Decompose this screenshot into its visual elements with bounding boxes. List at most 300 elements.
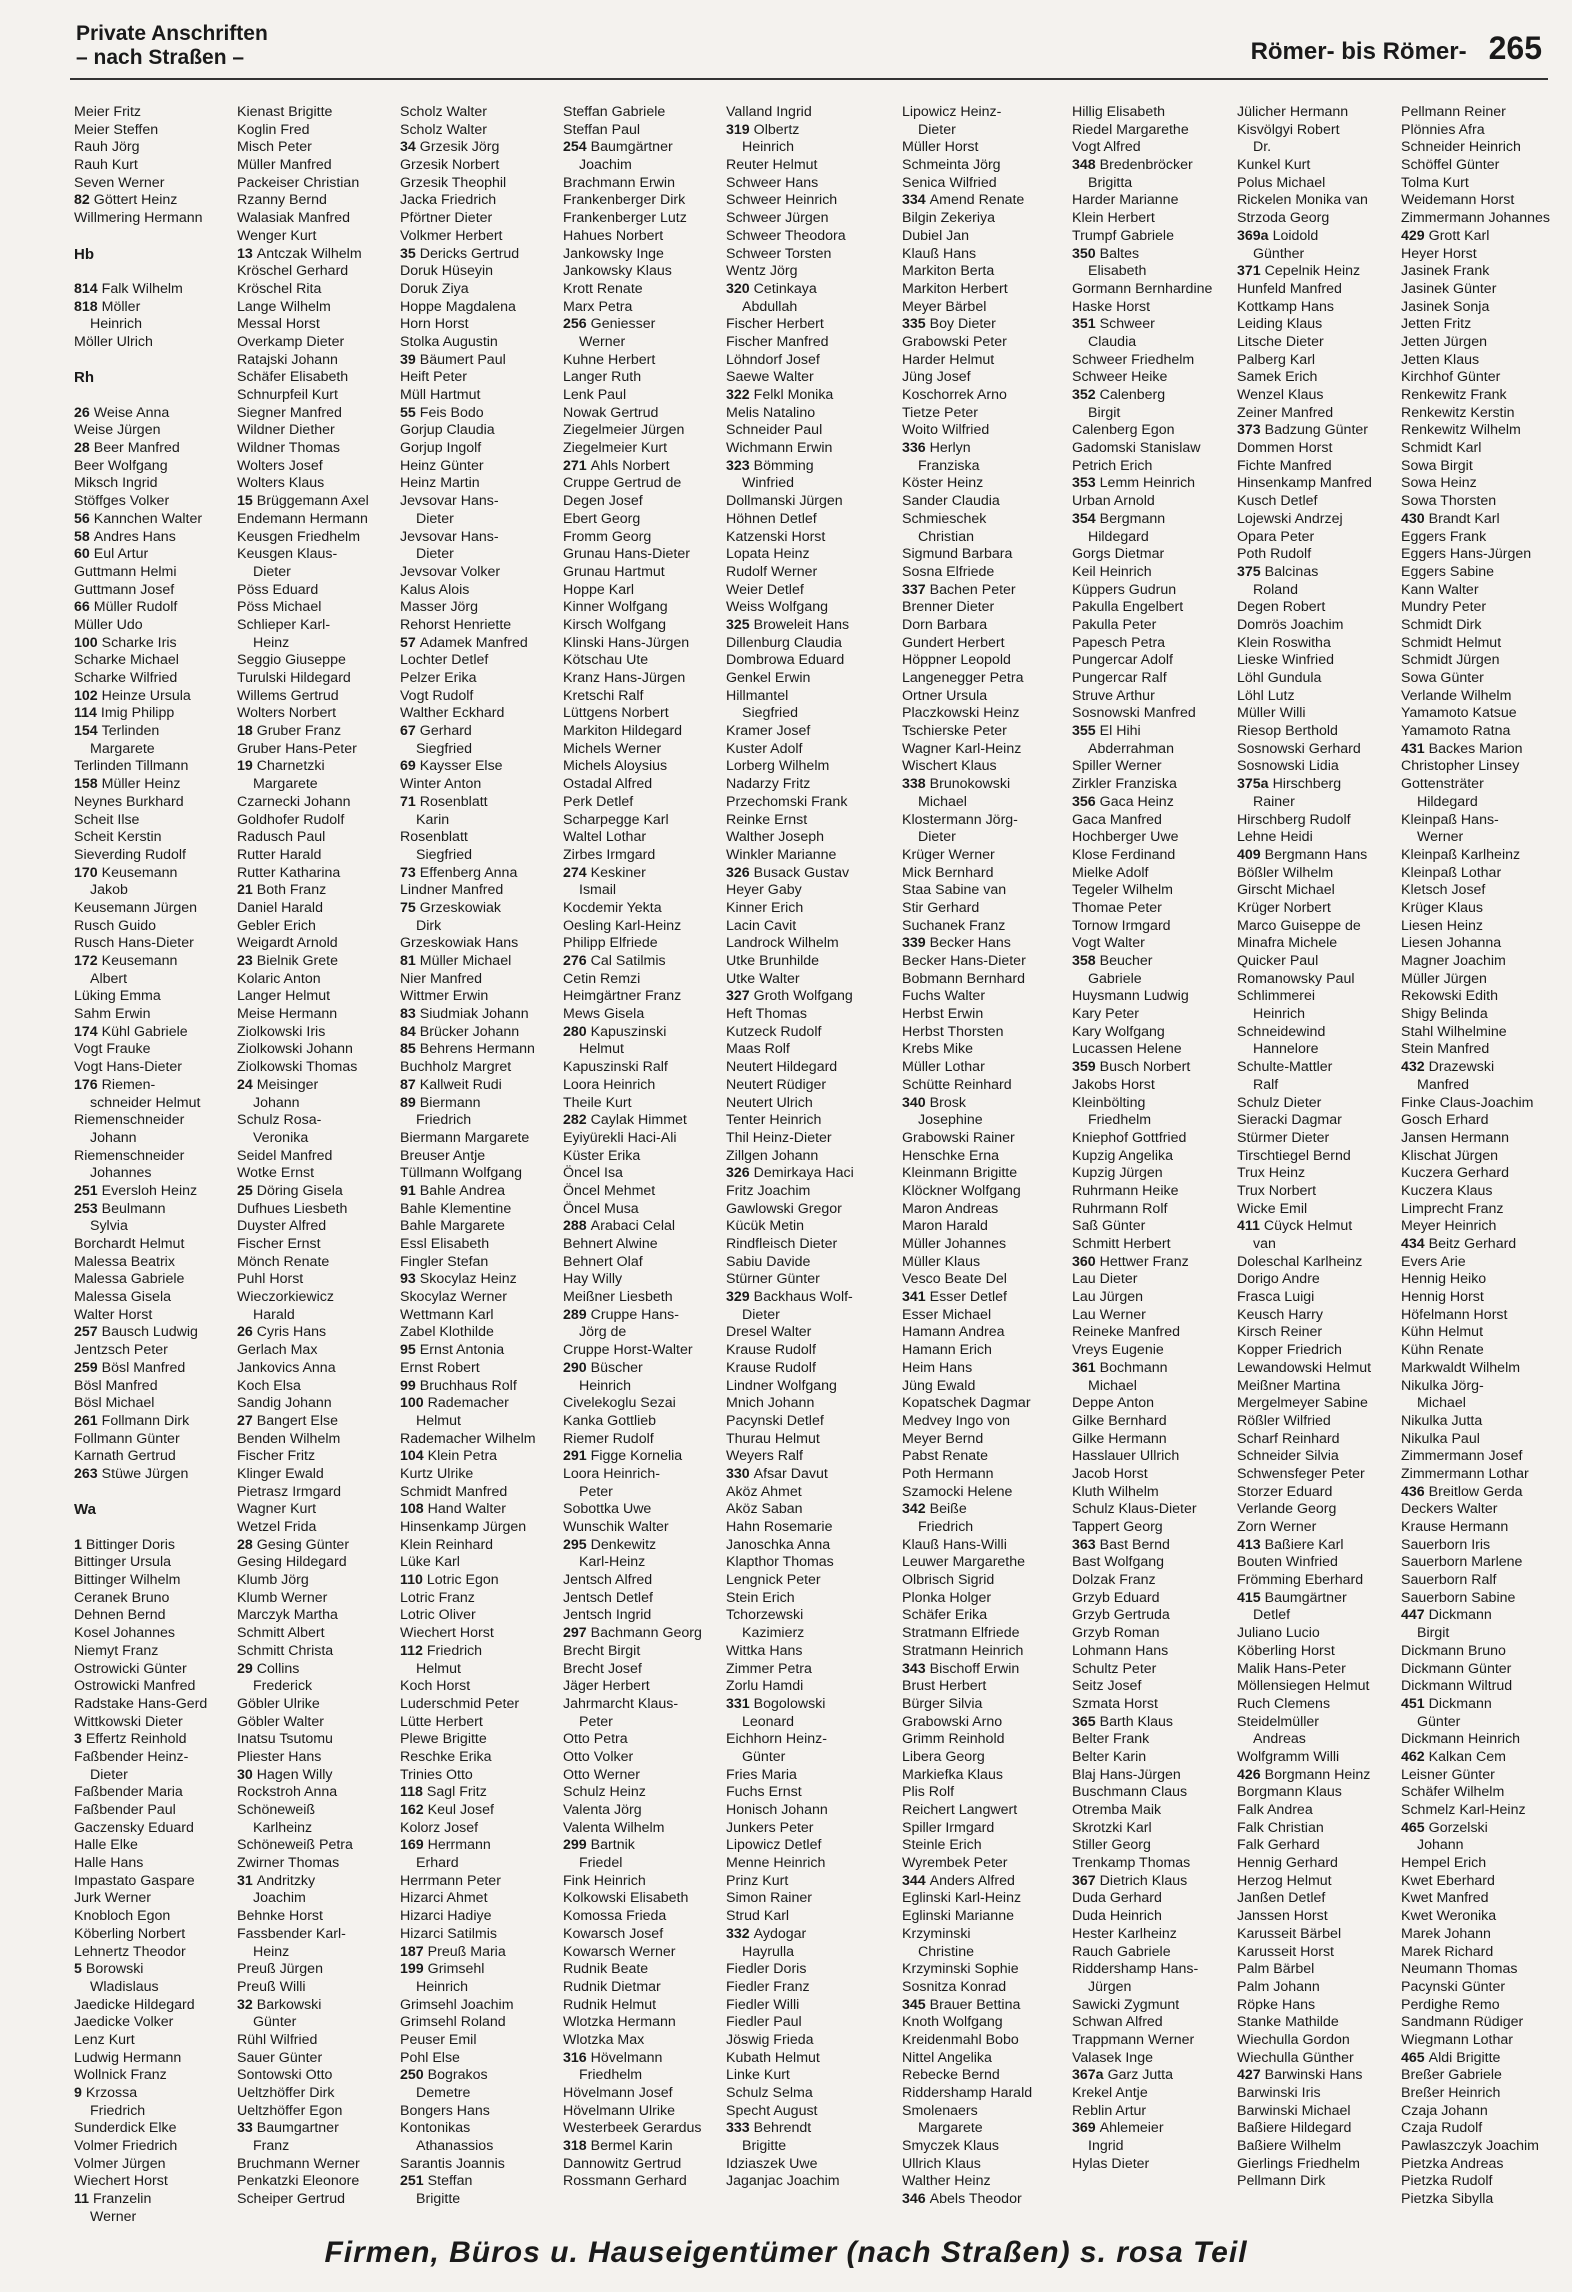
directory-entry-continuation: Albert	[90, 970, 128, 987]
directory-entry	[563, 1112, 723, 1130]
directory-entry: Klumb Werner	[237, 1589, 328, 1606]
directory-entry: Tappert Georg	[1072, 1519, 1163, 1535]
directory-entry-continuation: Werner	[90, 2208, 137, 2225]
directory-entry: Klostermann Jörg-	[902, 811, 1018, 828]
directory-entry: Krause Rudolf	[726, 1342, 816, 1359]
house-number: 365	[1072, 1713, 1096, 1730]
directory-entry: Wicke Emil	[1237, 1200, 1308, 1217]
directory-entry: Valenta Jörg	[563, 1802, 642, 1818]
directory-entry: Pungercar Adolf	[1072, 652, 1173, 669]
directory-entry-continuation: Leonard	[742, 1713, 795, 1730]
directory-entry: Reuter Helmut	[726, 157, 818, 174]
directory-entry: Pohl Else	[400, 2049, 460, 2066]
directory-entry	[74, 1201, 234, 1219]
directory-entry: Strzoda Georg	[1237, 210, 1330, 227]
directory-entry: Küppers Gudrun	[1072, 581, 1177, 598]
directory-entry: Gottensträter	[1401, 776, 1484, 793]
directory-entry: Girscht Michael	[1237, 882, 1335, 899]
directory-entry: Schmidt Jürgen	[1401, 652, 1500, 669]
directory-entry: Janßen Detlef	[1237, 1890, 1326, 1907]
resident-name: Brosk	[929, 1094, 966, 1111]
directory-entry-continuation: Franziska	[918, 457, 980, 474]
directory-entry	[563, 2138, 723, 2156]
house-number: 337	[902, 581, 926, 598]
directory-entry: Pellmann Reiner	[1401, 104, 1506, 120]
resident-name: Grzesik Jörg	[419, 139, 500, 156]
resident-name: Baumgärtner	[590, 139, 673, 156]
directory-entry: Stürner Günter	[726, 1271, 820, 1288]
directory-entry: Schmidt Karl	[1401, 440, 1482, 457]
directory-entry: Walther Joseph	[726, 829, 825, 846]
directory-entry: Dresel Walter	[726, 1324, 812, 1341]
resident-name: Falk Wilhelm	[101, 280, 183, 297]
directory-entry: Keusch Harry	[1237, 1306, 1323, 1323]
resident-name: Borgmann Heinz	[1264, 1766, 1371, 1783]
directory-entry: Dorigo Andre	[1237, 1271, 1320, 1288]
directory-entry: Prinz Kurt	[726, 1872, 789, 1889]
directory-entry: Gormann Bernhardine	[1072, 280, 1213, 297]
directory-entry: Eglinski Marianne	[902, 1908, 1014, 1925]
directory-entry: Krott Renate	[563, 280, 643, 297]
directory-entry: Kücük Metin	[726, 1218, 805, 1235]
directory-entry: Kniephof Gottfried	[1072, 1129, 1187, 1146]
directory-entry: Bößler Wilhelm	[1237, 864, 1334, 881]
directory-entry: Fritz Joachim	[726, 1182, 811, 1199]
directory-entry: Fischer Ernst	[237, 1236, 321, 1252]
directory-entry: Fries Maria	[726, 1766, 797, 1783]
house-number: 108	[400, 1501, 424, 1518]
directory-entry: Weiss Wolfgang	[726, 599, 828, 616]
directory-entry: Thurau Helmut	[726, 1430, 820, 1447]
directory-entry: Kann Walter	[1401, 581, 1479, 598]
directory-entry: Öncel Mehmet	[563, 1182, 656, 1199]
directory-entry: Sobottka Uwe	[563, 1501, 652, 1518]
directory-entry: Kranz Hans-Jürgen	[563, 670, 686, 686]
directory-entry: Krause Rudolf	[726, 1359, 816, 1376]
page-number: 265	[1488, 30, 1542, 66]
directory-entry: Müll Hartmut	[400, 387, 481, 403]
house-number: 91	[400, 1182, 416, 1199]
directory-entry: Hay Willy	[563, 1271, 623, 1288]
resident-name: Brücker Johann	[419, 1023, 520, 1040]
directory-entry-continuation: Johann	[1417, 1837, 1464, 1854]
directory-entry: Kolorz Josef	[400, 1819, 479, 1836]
directory-entry: Langenegger Petra	[902, 670, 1024, 686]
directory-entry: Staa Sabine van	[902, 882, 1007, 899]
resident-name: Cüyck Helmut	[1263, 1218, 1353, 1235]
directory-entry	[902, 1873, 1062, 1891]
directory-entry: Gesing Hildegard	[237, 1554, 347, 1571]
resident-name: Bischoff Erwin	[929, 1660, 1020, 1677]
directory-entry-continuation: Werner	[1417, 829, 1464, 846]
directory-entry	[1237, 1537, 1397, 1555]
directory-entry	[237, 2120, 397, 2138]
directory-entry: Scharpegge Karl	[563, 811, 669, 828]
directory-entry	[400, 1802, 560, 1820]
house-number: 432	[1401, 1059, 1425, 1076]
directory-entry: Jacob Horst	[1072, 1465, 1148, 1482]
directory-entry: Nadarzy Fritz	[726, 776, 811, 793]
directory-entry	[400, 865, 560, 883]
directory-entry-continuation: Abderrahman	[1088, 740, 1174, 757]
house-number: 369	[1072, 2120, 1096, 2137]
directory-entry	[1401, 1059, 1561, 1077]
section-title	[76, 22, 268, 70]
house-number: 431	[1401, 740, 1425, 757]
directory-entry: Kröschel Gerhard	[237, 263, 349, 280]
directory-entry: Hennig Horst	[1401, 1289, 1484, 1306]
directory-entry: Gawlowski Gregor	[726, 1200, 842, 1217]
directory-entry: Gerlach Max	[237, 1342, 318, 1359]
directory-entry: Dickmann Günter	[1401, 1660, 1512, 1677]
house-number: 110	[400, 1572, 423, 1589]
directory-entry: Keil Heinrich	[1072, 563, 1152, 580]
directory-entry: Katzenski Horst	[726, 528, 826, 545]
house-number: 35	[400, 245, 416, 262]
directory-entry: Verlande Wilhelm	[1401, 687, 1512, 704]
spacer	[74, 1484, 234, 1502]
directory-entry: Schulz Selma	[726, 2085, 813, 2101]
directory-entry: Lewandowski Helmut	[1237, 1359, 1372, 1376]
directory-entry: Ebert Georg	[563, 510, 641, 527]
directory-entry	[400, 1572, 560, 1590]
directory-entry: Sauer Günter	[237, 2049, 323, 2066]
house-number: 82	[74, 192, 90, 209]
directory-entry: Koschorrek Arno	[902, 387, 1007, 403]
directory-entry: Bruchmann Werner	[237, 2155, 360, 2172]
directory-entry: Shigy Belinda	[1401, 1006, 1488, 1023]
directory-entry: Jankowsky Inge	[563, 245, 664, 262]
resident-name: Andritzky	[256, 1872, 316, 1889]
directory-entry	[74, 776, 234, 794]
directory-entry: Krebs Mike	[902, 1041, 973, 1058]
resident-name: Barkowski	[256, 1996, 322, 2013]
directory-entry: Schwan Alfred	[1072, 2014, 1163, 2031]
directory-entry	[74, 1360, 234, 1378]
directory-entry: Bobmann Bernhard	[902, 970, 1026, 987]
directory-entry: Gorjup Ingolf	[400, 440, 482, 457]
directory-entry: Krüger Klaus	[1401, 899, 1484, 916]
directory-entry: Lindner Wolfgang	[726, 1377, 837, 1394]
directory-entry: Senica Wilfried	[902, 174, 997, 191]
directory-entry: Rudnik Helmut	[563, 1996, 657, 2013]
directory-entry	[1072, 475, 1232, 493]
house-number: 332	[726, 1925, 750, 1942]
directory-entry: Wettmann Karl	[400, 1306, 494, 1323]
directory-entry	[74, 635, 234, 653]
house-number: 31	[237, 1872, 253, 1889]
directory-entry: Grimsehl Joachim	[400, 1996, 514, 2013]
directory-entry-continuation: Hayrulla	[742, 1943, 795, 1960]
directory-entry	[1072, 1059, 1232, 1077]
house-number: 299	[563, 1837, 587, 1854]
directory-entry: Jansen Hermann	[1401, 1129, 1510, 1146]
directory-entry: Endemann Hermann	[237, 510, 368, 527]
directory-entry: Kubath Helmut	[726, 2049, 820, 2066]
directory-entry	[563, 1360, 723, 1378]
house-number: 350	[1072, 245, 1096, 262]
directory-entry: Fassbender Karl-	[237, 1925, 346, 1942]
resident-name: Göttert Heinz	[93, 192, 178, 209]
section-title-line1: Private Anschriften	[76, 22, 268, 45]
directory-entry	[726, 1926, 886, 1944]
house-number: 814	[74, 280, 98, 297]
directory-entry: Genkel Erwin	[726, 670, 811, 686]
directory-entry: Yamamoto Ratna	[1401, 723, 1511, 740]
directory-entry: Wolters Josef	[237, 457, 323, 474]
directory-entry: Wittmer Erwin	[400, 988, 489, 1005]
directory-entry: Reschke Erika	[400, 1748, 492, 1765]
directory-entry: Wiechulla Gordon	[1237, 2031, 1350, 2048]
resident-name: Keul Josef	[427, 1802, 494, 1818]
directory-entry: Ueltzhöffer Dirk	[237, 2085, 335, 2101]
directory-entry-continuation: Heinrich	[1253, 1006, 1306, 1023]
house-number: 413	[1237, 1536, 1261, 1553]
directory-entry: Kreidenmahl Bobo	[902, 2031, 1019, 2048]
directory-entry: Müller Manfred	[237, 157, 332, 174]
directory-entry: Gebler Erich	[237, 917, 316, 934]
directory-entry: Ziegelmeier Jürgen	[563, 422, 685, 439]
directory-column	[400, 104, 560, 2209]
directory-entry-continuation: Friedhelm	[579, 2067, 643, 2084]
directory-entry-continuation: Heinrich	[416, 1978, 469, 1995]
directory-entry: Wolters Klaus	[237, 475, 325, 492]
directory-entry: Vogt Frauke	[74, 1041, 151, 1058]
directory-entry: Philipp Elfriede	[563, 935, 658, 952]
directory-entry: Rickelen Monika van	[1237, 192, 1368, 209]
directory-entry: Heyer Horst	[1401, 245, 1477, 262]
directory-entry	[1237, 1218, 1397, 1236]
directory-entry	[726, 865, 886, 883]
resident-name: Bömming	[753, 457, 814, 474]
directory-entry: Lau Werner	[1072, 1306, 1146, 1323]
directory-entry: Ruhrmann Rolf	[1072, 1200, 1168, 1217]
resident-name: Lemm Heinrich	[1099, 475, 1196, 492]
directory-entry: Wetzel Frida	[237, 1519, 317, 1535]
directory-entry: Horn Horst	[400, 316, 469, 333]
directory-entry	[237, 1767, 397, 1785]
directory-entry: Jetten Klaus	[1401, 351, 1480, 368]
directory-entry: Kleinpaß Hans-	[1401, 811, 1499, 828]
directory-entry	[237, 1183, 397, 1201]
directory-entry: Scheit Kerstin	[74, 829, 162, 846]
directory-entry: Markiton Hildegard	[563, 723, 683, 740]
directory-entry: Hoppe Magdalena	[400, 298, 516, 315]
directory-entry-continuation: Hannelore	[1253, 1041, 1319, 1058]
directory-entry: Volmer Friedrich	[74, 2138, 178, 2155]
directory-entry: Heim Hans	[902, 1359, 973, 1376]
directory-entry: Stratmann Heinrich	[902, 1642, 1024, 1659]
house-number: 331	[726, 1695, 750, 1712]
resident-name: Kapuszinski	[590, 1023, 667, 1040]
directory-entry: Magner Joachim	[1401, 953, 1506, 969]
directory-entry: Olbrisch Sigrid	[902, 1572, 995, 1589]
resident-name: Bielnik Grete	[256, 953, 338, 969]
house-number: 81	[400, 953, 416, 969]
directory-entry-continuation: Johannes	[90, 1165, 152, 1182]
directory-entry-continuation: Andreas	[1253, 1731, 1306, 1748]
directory-entry	[1072, 2120, 1232, 2138]
directory-entry: Jülicher Hermann	[1237, 104, 1349, 120]
directory-entry: Sabiu Davide	[726, 1253, 811, 1270]
directory-entry: Lojewski Andrzej	[1237, 510, 1343, 527]
directory-entry-continuation: Birgit	[1417, 1625, 1450, 1642]
house-number: 326	[726, 864, 750, 881]
directory-entry: Markiton Herbert	[902, 280, 1008, 297]
resident-name: Riemen-	[101, 1076, 156, 1093]
resident-name: Behrens Hermann	[419, 1041, 535, 1058]
directory-entry: Maas Rolf	[726, 1041, 790, 1058]
directory-entry: Müller Udo	[74, 616, 143, 633]
directory-entry: Otto Petra	[563, 1731, 628, 1748]
resident-name: Charnetzki	[256, 758, 325, 775]
directory-entry	[400, 758, 560, 776]
directory-entry: Behnert Alwine	[563, 1236, 658, 1252]
directory-entry-continuation: Karin	[416, 811, 450, 828]
directory-entry: Krekel Antje	[1072, 2085, 1148, 2101]
directory-entry: Klein Roswitha	[1237, 634, 1331, 651]
directory-entry: Preuß Willi	[237, 1978, 306, 1995]
directory-entry: Vreys Eugenie	[1072, 1342, 1164, 1359]
directory-entry: Kary Peter	[1072, 1006, 1140, 1023]
resident-name: Bochmann	[1099, 1359, 1168, 1376]
directory-entry: Grunau Hartmut	[563, 563, 665, 580]
directory-entry: Tietze Peter	[902, 404, 978, 421]
resident-name: Caylak Himmet	[590, 1112, 687, 1129]
directory-entry: Breßer Gabriele	[1401, 2067, 1502, 2084]
directory-entry: Höppner Leopold	[902, 652, 1011, 669]
directory-entry	[400, 1006, 560, 1024]
directory-entry: Eggers Sabine	[1401, 563, 1495, 580]
house-number: 289	[563, 1306, 587, 1323]
directory-entry: Krause Hermann	[1401, 1519, 1509, 1535]
directory-entry: Jentzsch Peter	[74, 1342, 168, 1359]
directory-entry	[1072, 723, 1232, 741]
directory-entry: Riemer Rudolf	[563, 1430, 654, 1447]
directory-entry: Fiedler Franz	[726, 1978, 810, 1995]
directory-entry: Rudolf Werner	[726, 563, 818, 580]
directory-entry: Fischer Fritz	[237, 1448, 316, 1465]
directory-entry: Grzyb Roman	[1072, 1625, 1160, 1642]
directory-entry: Valland Ingrid	[726, 104, 812, 120]
resident-name: Barwinski Hans	[1264, 2067, 1363, 2084]
house-number: 83	[400, 1006, 416, 1023]
directory-entry: Verlande Georg	[1237, 1501, 1337, 1518]
directory-entry-continuation: Jörg de	[579, 1324, 627, 1341]
directory-entry	[74, 723, 234, 741]
directory-entry: Fuchs Ernst	[726, 1784, 802, 1801]
directory-entry: Kosel Johannes	[74, 1625, 175, 1642]
directory-entry: Stöffges Volker	[74, 493, 170, 510]
directory-entry: Ziolkowski Iris	[237, 1023, 326, 1040]
resident-name: Cetinkaya	[753, 280, 817, 297]
directory-entry: Herrmann Peter	[400, 1872, 501, 1889]
resident-name: Hövelmann	[590, 2049, 663, 2066]
resident-name: Ernst Antonia	[419, 1342, 505, 1359]
directory-entry: Daniel Harald	[237, 899, 323, 916]
directory-entry-continuation: Birgit	[1088, 404, 1121, 421]
directory-entry-continuation: Peter	[579, 1483, 613, 1500]
house-number: 66	[74, 599, 90, 616]
directory-entry: Follmann Günter	[74, 1430, 180, 1447]
directory-entry-continuation: schneider Helmut	[90, 1094, 201, 1111]
directory-entry: Riedel Margarethe	[1072, 121, 1189, 138]
directory-entry: Kirchhof Günter	[1401, 369, 1501, 386]
directory-entry: Sosnowski Gerhard	[1237, 740, 1361, 757]
house-number: 409	[1237, 846, 1261, 863]
resident-name: Preuß Maria	[427, 1943, 506, 1960]
directory-entry: Bösl Manfred	[74, 1377, 158, 1394]
directory-entry: Landrock Wilhelm	[726, 935, 839, 952]
directory-entry: Kunkel Kurt	[1237, 157, 1311, 174]
directory-entry: Lorberg Wilhelm	[726, 758, 830, 775]
directory-entry: Weier Detlef	[726, 581, 804, 598]
house-number: 250	[400, 2067, 424, 2084]
directory-entry: Weise Jürgen	[74, 422, 161, 439]
house-number: 170	[74, 864, 98, 881]
directory-entry: Yamamoto Katsue	[1401, 705, 1517, 722]
directory-entry: Höfelmann Horst	[1401, 1306, 1508, 1323]
house-number: 33	[237, 2120, 253, 2137]
directory-entry: Nikulka Paul	[1401, 1430, 1480, 1447]
directory-entry: Pöss Michael	[237, 599, 322, 616]
resident-name: Bredenbröcker	[1099, 157, 1193, 174]
house-number: 369a	[1237, 227, 1269, 244]
directory-entry: Grzesik Theophil	[400, 174, 507, 191]
directory-entry: Wentz Jörg	[726, 263, 798, 280]
directory-entry: Weidemann Horst	[1401, 192, 1515, 209]
directory-entry: Fingler Stefan	[400, 1253, 489, 1270]
directory-entry: Woito Wilfried	[902, 422, 990, 439]
resident-name: Meisinger	[256, 1076, 319, 1093]
directory-entry: Bittinger Ursula	[74, 1554, 171, 1571]
directory-entry: Schulz Klaus-Dieter	[1072, 1501, 1197, 1518]
resident-name: Hettwer Franz	[1099, 1253, 1189, 1270]
directory-entry: Wotke Ernst	[237, 1165, 315, 1182]
directory-entry-continuation: Peter	[579, 1713, 613, 1730]
street-range: Römer- bis Römer-	[1250, 38, 1467, 65]
directory-entry: Barwinski Iris	[1237, 2085, 1321, 2101]
directory-entry: Dannowitz Gertrud	[563, 2155, 682, 2172]
resident-name: Beulmann	[101, 1200, 166, 1217]
directory-entry-continuation: Dirk	[416, 917, 442, 934]
directory-entry: Kolaric Anton	[237, 970, 321, 987]
directory-entry	[902, 1289, 1062, 1307]
directory-entry: Gorjup Claudia	[400, 422, 495, 439]
directory-entry: Wiechert Horst	[400, 1625, 494, 1642]
directory-entry-continuation: Helmut	[579, 1041, 624, 1058]
directory-entry: Wunschik Walter	[563, 1519, 669, 1535]
directory-entry	[74, 1183, 234, 1201]
directory-entry: Rauh Kurt	[74, 157, 138, 174]
directory-entry: Kühn Helmut	[1401, 1324, 1484, 1341]
directory-entry: Rehorst Henriette	[400, 616, 512, 633]
resident-name: Andres Hans	[93, 528, 176, 545]
house-number: 291	[563, 1448, 587, 1465]
directory-entry: Knoth Wolfgang	[902, 2014, 1003, 2031]
house-number: 32	[237, 1996, 253, 2013]
directory-entry: Meyer Bärbel	[902, 298, 987, 315]
directory-entry: Haske Horst	[1072, 298, 1151, 315]
directory-entry	[400, 1501, 560, 1519]
resident-name: Ahls Norbert	[590, 457, 670, 474]
directory-entry: Dillenburg Claudia	[726, 634, 842, 651]
house-number: 351	[1072, 316, 1096, 333]
directory-entry-continuation: Friedrich	[416, 1112, 472, 1129]
directory-entry: Hasslauer Ullrich	[1072, 1448, 1180, 1465]
directory-entry: Kupzig Jürgen	[1072, 1165, 1163, 1182]
directory-entry: Heimgärtner Franz	[563, 988, 682, 1005]
